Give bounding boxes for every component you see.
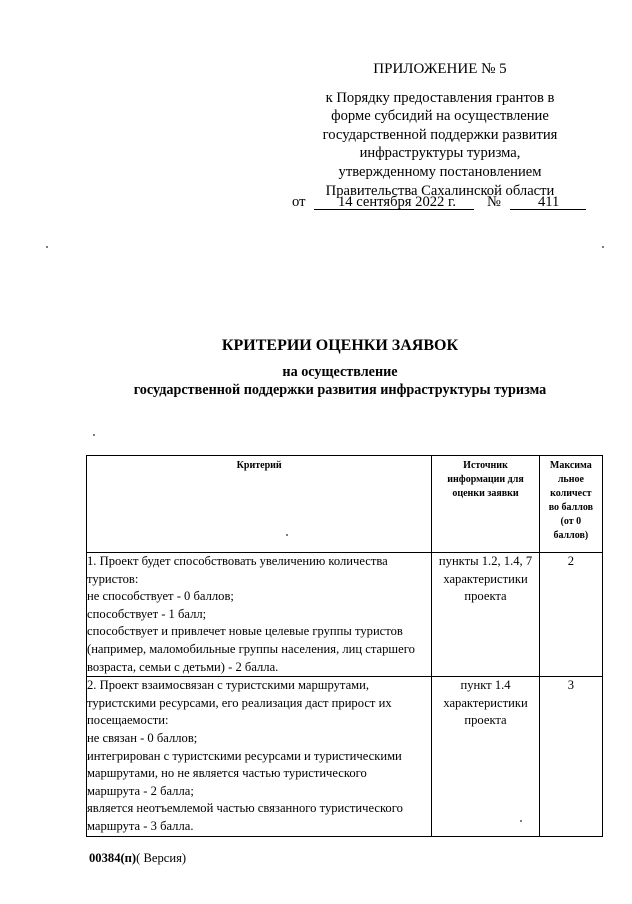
max-score-cell [539, 553, 602, 677]
header-max-line: Максима [549, 460, 592, 471]
appendix-line: к Порядку предоставления грантов в [325, 89, 555, 106]
criterion-line: интегрирован с туристскими ресурсами и туристическими [87, 748, 402, 763]
header-source-line: оценки заявки [452, 488, 519, 499]
from-label: от [292, 194, 306, 210]
criterion-line: способствует и привлечет новые целевые группы туристов [87, 624, 403, 639]
scan-speck [520, 820, 522, 822]
appendix-block [290, 60, 590, 200]
resolution-date: 14 сентября 2022 г. [338, 194, 456, 210]
header-max-line: (от 0 [560, 516, 582, 527]
criterion-line: является неотъемлемой частью связанного туристического [87, 801, 403, 816]
table-header-row [87, 456, 603, 553]
criteria-table [86, 455, 603, 837]
header-source-line: информации для [447, 474, 524, 485]
appendix-line: утвержденному постановлением [338, 163, 542, 180]
appendix-line: государственной поддержки развития [322, 126, 558, 143]
criterion-line: туристскими ресурсами, его реализация даст прирост их [87, 695, 392, 710]
source-line: характеристики [443, 695, 528, 710]
criterion-line: не связан - 0 баллов; [87, 730, 198, 745]
document-subtitle-line2: государственной поддержки развития инфраструктуры туризма [133, 382, 547, 398]
criterion-line: маршрута - 3 балла. [87, 818, 194, 833]
header-max [539, 456, 602, 553]
header-max-line: количест [550, 488, 592, 499]
document-code: 00384(п) [89, 851, 137, 865]
source-line: пункт 1.4 [460, 678, 511, 693]
criterion-line: маршрута - 2 балла; [87, 783, 194, 798]
table-row [87, 553, 603, 677]
criterion-line: 2. Проект взаимосвязан с туристскими маршрутами, [87, 678, 370, 693]
document-heading [60, 336, 620, 399]
source-cell [432, 677, 539, 836]
criterion-line: возраста, семьи с детьми) - 2 балла. [87, 659, 279, 674]
max-score-value: 2 [567, 554, 575, 568]
criterion-line: 1. Проект будет способствовать увеличению количества [87, 554, 388, 568]
source-line: проекта [464, 589, 507, 604]
resolution-date-number [292, 192, 588, 212]
document-title: КРИТЕРИИ ОЦЕНКИ ЗАЯВОК [221, 337, 459, 354]
header-source [432, 456, 539, 553]
scan-speck [93, 434, 95, 436]
header-criterion [87, 456, 432, 553]
criterion-line: не способствует - 0 баллов; [87, 589, 234, 604]
appendix-line: форме субсидий на осуществление [331, 108, 549, 125]
resolution-number: 411 [538, 194, 560, 210]
scan-speck [602, 246, 604, 248]
criterion-line: способствует - 1 балл; [87, 606, 207, 621]
criterion-line: (например, маломобильные группы населения, лиц старшего [87, 641, 415, 656]
table-row [87, 677, 603, 836]
footer-version [89, 850, 186, 866]
criterion-cell [87, 553, 432, 677]
scan-speck [286, 534, 288, 536]
source-line: проекта [464, 713, 507, 728]
criterion-line: маршрутами, но не является частью туристического [87, 766, 367, 781]
source-line: характеристики [443, 571, 528, 586]
header-criterion-label: Критерий [236, 460, 282, 471]
appendix-title: ПРИЛОЖЕНИЕ № 5 [373, 61, 507, 77]
header-max-line: баллов) [553, 530, 589, 541]
header-source-line: Источник [463, 460, 508, 471]
criterion-cell [87, 677, 432, 836]
document-version: ( Версия) [136, 851, 187, 865]
source-line: пункты 1.2, 1.4, 7 [438, 554, 533, 568]
criterion-line: туристов: [87, 571, 139, 586]
number-label: № [487, 194, 501, 210]
max-score-value: 3 [567, 678, 575, 693]
header-max-line: во баллов [548, 502, 594, 513]
scan-speck [46, 246, 48, 248]
document-subtitle-line1: на осуществление [282, 364, 398, 380]
appendix-line: Правительства Сахалинской области [325, 182, 555, 199]
criterion-line: посещаемости: [87, 713, 169, 728]
header-max-line: льное [557, 474, 584, 485]
appendix-line: инфраструктуры туризма, [359, 145, 521, 162]
source-cell [432, 553, 539, 677]
max-score-cell [539, 677, 602, 836]
